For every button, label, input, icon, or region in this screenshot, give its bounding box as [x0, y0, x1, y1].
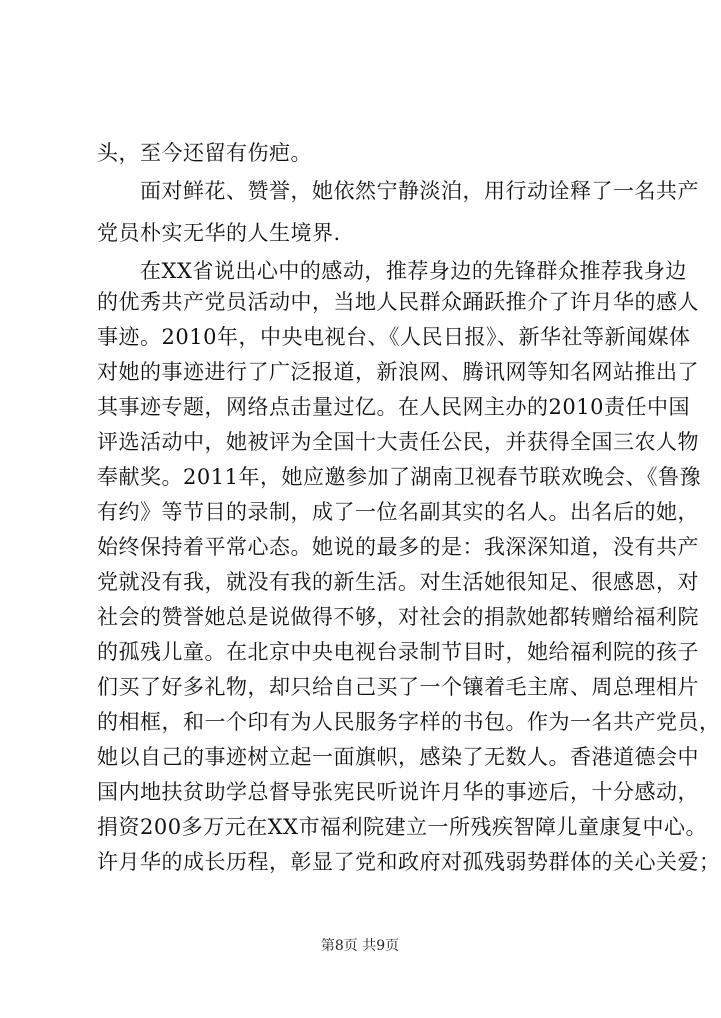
text-line-5: 的优秀共产党员活动中，当地人民群众踊跃推介了许月华的感人 [97, 290, 699, 314]
text-line-2: 面对鲜花、赞誉，她依然宁静淡泊，用行动诠释了一名共产 [140, 179, 699, 203]
page-footer: 第8页 共9页 [320, 938, 400, 954]
text-line-3: 党员朴实无华的人生境界. [97, 221, 341, 245]
text-line-19: 国内地扶贫助学总督导张宪民听说许月华的事迹后，十分感动， [97, 780, 699, 804]
text-line-21: 许月华的成长历程，彰显了党和政府对孤残弱势群体的关心关爱； [97, 850, 721, 874]
text-line-9: 评选活动中，她被评为全国十大责任公民，并获得全国三农人物 [97, 430, 699, 454]
text-line-16: 们买了好多礼物，却只给自己买了一个镶着毛主席、周总理相片 [97, 675, 699, 699]
text-line-18: 她以自己的事迹树立起一面旗帜，感染了无数人。香港道德会中 [97, 745, 699, 769]
text-line-10: 奉献奖。2011年，她应邀参加了湖南卫视春节联欢晚会、《鲁豫 [97, 465, 701, 489]
text-line-17: 的相框，和一个印有为人民服务字样的书包。作为一名共产党员， [97, 710, 721, 734]
text-line-7: 对她的事迹进行了广泛报道，新浪网、腾讯网等知名网站推出了 [97, 360, 699, 384]
text-line-20: 捐资200多万元在XX市福利院建立一所残疾智障儿童康复中心。 [97, 815, 707, 839]
text-line-1: 头，至今还留有伤疤。 [97, 141, 312, 165]
text-line-8: 其事迹专题，网络点击量过亿。在人民网主办的2010责任中国 [97, 395, 690, 419]
text-line-6: 事迹。2010年，中央电视台、《人民日报》、新华社等新闻媒体 [97, 325, 691, 349]
text-line-15: 的孤残儿童。在北京中央电视台录制节目时，她给福利院的孩子 [97, 640, 699, 664]
text-line-12: 始终保持着平常心态。她说的最多的是：我深深知道，没有共产 [97, 535, 699, 559]
text-line-4: 在XX省说出心中的感动，推荐身边的先锋群众推荐我身边 [140, 259, 687, 283]
text-line-14: 社会的赞誉她总是说做得不够，对社会的捐款她都转赠给福利院 [97, 605, 699, 629]
text-line-11: 有约》等节目的录制，成了一位名副其实的名人。出名后的她， [97, 500, 699, 524]
text-line-13: 党就没有我，就没有我的新生活。对生活她很知足、很感恩，对 [97, 570, 699, 594]
